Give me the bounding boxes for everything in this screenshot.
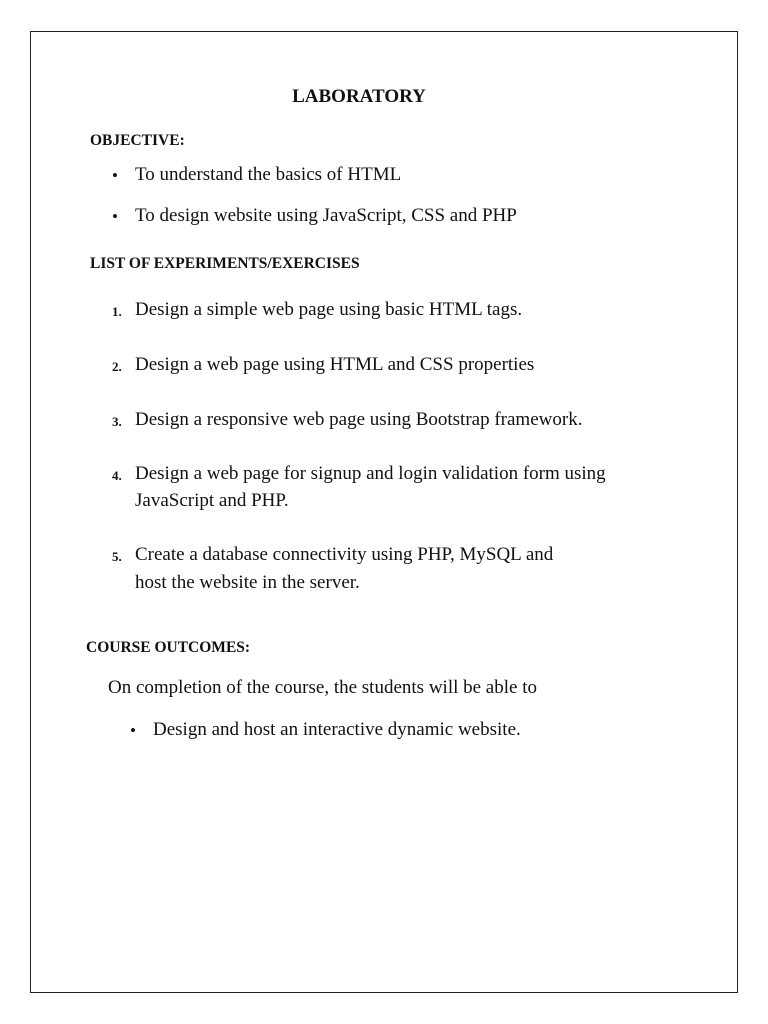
experiments-heading: LIST OF EXPERIMENTS/EXERCISES bbox=[90, 255, 360, 272]
objective-item-1: To understand the basics of HTML bbox=[135, 164, 402, 185]
outcomes-heading: COURSE OUTCOMES: bbox=[86, 639, 251, 656]
bullet-icon: • bbox=[112, 166, 118, 185]
experiment-item-5-line-2: host the website in the server. bbox=[135, 572, 360, 593]
page-title: LABORATORY bbox=[292, 86, 426, 107]
outcomes-item-1: Design and host an interactive dynamic website. bbox=[153, 719, 521, 740]
bullet-icon: • bbox=[112, 207, 118, 226]
experiment-item-3: Design a responsive web page using Bootstrap framework. bbox=[135, 409, 583, 430]
outcomes-intro: On completion of the course, the students will be able to bbox=[108, 677, 537, 698]
experiment-number-1: 1. bbox=[112, 304, 122, 319]
experiment-number-5: 5. bbox=[112, 549, 122, 564]
experiment-item-5-line-1: Create a database connectivity using PHP, MySQL and bbox=[135, 544, 554, 565]
experiment-number-4: 4. bbox=[112, 468, 122, 483]
objective-item-2: To design website using JavaScript, CSS and PHP bbox=[135, 205, 517, 226]
experiment-number-3: 3. bbox=[112, 414, 122, 429]
experiment-item-1: Design a simple web page using basic HTML tags. bbox=[135, 299, 523, 320]
experiment-item-2: Design a web page using HTML and CSS properties bbox=[135, 354, 535, 375]
experiment-item-4-line-1: Design a web page for signup and login validation form using bbox=[135, 463, 606, 484]
experiment-number-2: 2. bbox=[112, 359, 122, 374]
objective-heading: OBJECTIVE: bbox=[90, 132, 185, 149]
bullet-icon: • bbox=[130, 721, 136, 740]
experiment-item-4-line-2: JavaScript and PHP. bbox=[135, 490, 289, 511]
